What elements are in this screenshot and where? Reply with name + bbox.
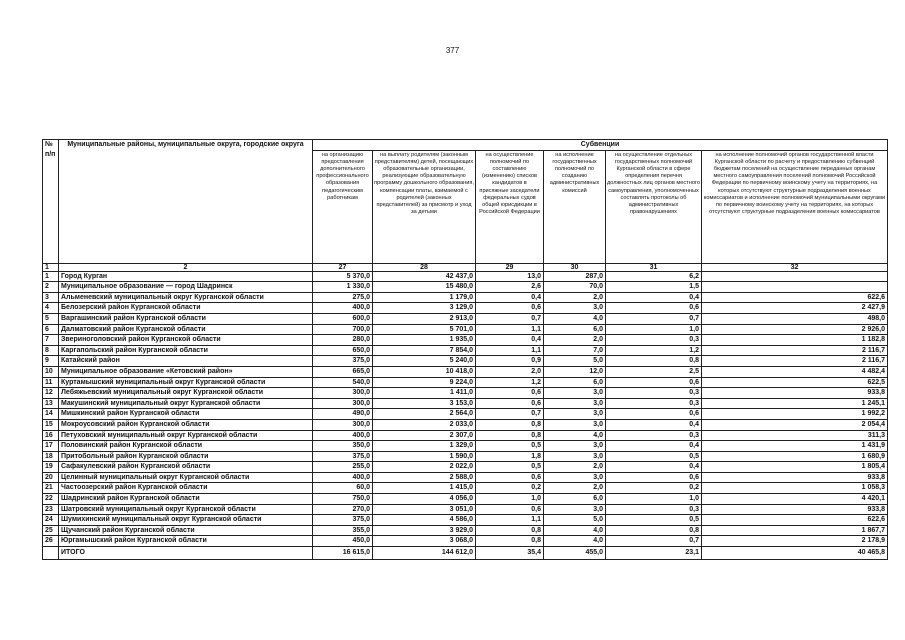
table-row [43, 472, 888, 483]
cell-c29: 1,8 [476, 451, 544, 462]
row-name: Половинский район Курганской области [59, 441, 313, 452]
table-row [43, 494, 888, 505]
row-name: Белозерский район Курганской области [59, 303, 313, 314]
cell-c31: 0,4 [606, 419, 702, 430]
cell-c32: 311,3 [702, 430, 888, 441]
colnum-31: 31 [606, 263, 702, 271]
table-row [43, 525, 888, 536]
total-c32: 40 465,8 [702, 547, 888, 560]
row-index: 5 [43, 313, 59, 324]
row-name: Шатровский муниципальный округ Курганской области [59, 504, 313, 515]
cell-c28: 2 022,0 [373, 462, 476, 473]
cell-c31: 1,0 [606, 494, 702, 505]
row-index: 14 [43, 409, 59, 420]
row-name: Мокроусовский район Курганской области [59, 419, 313, 430]
row-index: 11 [43, 377, 59, 388]
cell-c29: 0,6 [476, 504, 544, 515]
table-row [43, 282, 888, 293]
cell-c28: 9 224,0 [373, 377, 476, 388]
cell-c32 [702, 271, 888, 282]
cell-c27: 650,0 [313, 345, 373, 356]
cell-c28: 2 564,0 [373, 409, 476, 420]
table-row [43, 483, 888, 494]
cell-c29: 0,7 [476, 409, 544, 420]
header-name: Муниципальные районы, муниципальные округа, городские округа [59, 140, 313, 264]
table-row [43, 335, 888, 346]
cell-c31: 0,5 [606, 451, 702, 462]
row-index: 8 [43, 345, 59, 356]
cell-c32: 1 680,9 [702, 451, 888, 462]
cell-c31: 6,2 [606, 271, 702, 282]
header-col-28: на выплату родителям (законным представителям) детей, посещающих образовательные организации, реализующие образовательную программу дошкольного образования, компенсации платы, взимаемой с родителей (законных представителей) за присмотр и уход за детьми [373, 150, 476, 263]
cell-c31: 0,6 [606, 303, 702, 314]
row-index: 19 [43, 462, 59, 473]
cell-c29: 0,4 [476, 335, 544, 346]
row-name: Звериноголовский район Курганской области [59, 335, 313, 346]
cell-c27: 300,0 [313, 388, 373, 399]
cell-c28: 1 179,0 [373, 292, 476, 303]
cell-c32: 2 116,7 [702, 356, 888, 367]
row-index: 12 [43, 388, 59, 399]
cell-c29: 0,6 [476, 388, 544, 399]
cell-c31: 0,2 [606, 483, 702, 494]
table-row [43, 377, 888, 388]
cell-c32: 1 182,8 [702, 335, 888, 346]
row-index: 20 [43, 472, 59, 483]
cell-c30: 287,0 [544, 271, 606, 282]
cell-c27: 490,0 [313, 409, 373, 420]
cell-c32: 933,8 [702, 504, 888, 515]
total-index [43, 547, 59, 560]
row-name: Муниципальное образование «Кетовский район» [59, 366, 313, 377]
row-index: 17 [43, 441, 59, 452]
cell-c32: 622,6 [702, 292, 888, 303]
cell-c30: 12,0 [544, 366, 606, 377]
total-row [43, 547, 888, 560]
cell-c30: 5,0 [544, 356, 606, 367]
cell-c31: 0,6 [606, 472, 702, 483]
row-name: Шумихинский муниципальный округ Курганской области [59, 515, 313, 526]
cell-c29: 1,0 [476, 494, 544, 505]
total-c27: 16 615,0 [313, 547, 373, 560]
cell-c30: 7,0 [544, 345, 606, 356]
cell-c31: 0,3 [606, 335, 702, 346]
cell-c27: 665,0 [313, 366, 373, 377]
header-group-subventions: Субвенции [313, 140, 888, 151]
row-index: 2 [43, 282, 59, 293]
table-row [43, 515, 888, 526]
cell-c29: 1,2 [476, 377, 544, 388]
cell-c31: 0,7 [606, 313, 702, 324]
row-index: 10 [43, 366, 59, 377]
total-label: ИТОГО [59, 547, 313, 560]
cell-c31: 0,4 [606, 441, 702, 452]
cell-c30: 3,0 [544, 409, 606, 420]
row-name: Притобольный район Курганской области [59, 451, 313, 462]
cell-c29: 0,4 [476, 292, 544, 303]
cell-c30: 2,0 [544, 292, 606, 303]
cell-c27: 750,0 [313, 494, 373, 505]
cell-c32: 1 245,1 [702, 398, 888, 409]
row-index: 13 [43, 398, 59, 409]
cell-c32: 1 431,9 [702, 441, 888, 452]
cell-c28: 5 701,0 [373, 324, 476, 335]
row-index: 6 [43, 324, 59, 335]
cell-c27: 375,0 [313, 451, 373, 462]
row-name: Щучанский район Курганской области [59, 525, 313, 536]
table-row [43, 536, 888, 547]
row-index: 3 [43, 292, 59, 303]
cell-c30: 3,0 [544, 504, 606, 515]
cell-c27: 255,0 [313, 462, 373, 473]
table-row [43, 366, 888, 377]
colnum-27: 27 [313, 263, 373, 271]
cell-c30: 3,0 [544, 441, 606, 452]
cell-c27: 375,0 [313, 356, 373, 367]
colnum-1: 1 [43, 263, 59, 271]
row-index: 9 [43, 356, 59, 367]
total-c31: 23,1 [606, 547, 702, 560]
table-row [43, 409, 888, 420]
row-name: Куртамышский муниципальный округ Курганской области [59, 377, 313, 388]
cell-c28: 3 129,0 [373, 303, 476, 314]
header-col-27: на организацию предоставления дополнительного профессионального образования педагогическим работникам [313, 150, 373, 263]
cell-c32: 2 926,0 [702, 324, 888, 335]
cell-c32: 1 805,4 [702, 462, 888, 473]
table-body [43, 271, 888, 546]
table-row [43, 430, 888, 441]
cell-c29: 2,6 [476, 282, 544, 293]
cell-c29: 0,2 [476, 483, 544, 494]
row-name: Варгашинский район Курганской области [59, 313, 313, 324]
cell-c28: 1 935,0 [373, 335, 476, 346]
cell-c29: 1,1 [476, 345, 544, 356]
cell-c29: 0,6 [476, 472, 544, 483]
row-name: Сафакулевский район Курганской области [59, 462, 313, 473]
table-row [43, 292, 888, 303]
row-index: 22 [43, 494, 59, 505]
cell-c29: 0,5 [476, 441, 544, 452]
cell-c32: 622,6 [702, 515, 888, 526]
cell-c29: 0,8 [476, 536, 544, 547]
cell-c29: 0,6 [476, 303, 544, 314]
cell-c28: 2 588,0 [373, 472, 476, 483]
table-row [43, 419, 888, 430]
cell-c32: 1 867,7 [702, 525, 888, 536]
cell-c28: 1 590,0 [373, 451, 476, 462]
row-name: Муниципальное образование — город Шадринск [59, 282, 313, 293]
row-name: Юргамышский район Курганской области [59, 536, 313, 547]
cell-c28: 2 913,0 [373, 313, 476, 324]
cell-c28: 3 051,0 [373, 504, 476, 515]
cell-c27: 60,0 [313, 483, 373, 494]
cell-c29: 0,7 [476, 313, 544, 324]
cell-c28: 1 415,0 [373, 483, 476, 494]
cell-c31: 0,6 [606, 409, 702, 420]
cell-c32: 933,8 [702, 472, 888, 483]
cell-c30: 3,0 [544, 472, 606, 483]
cell-c27: 275,0 [313, 292, 373, 303]
cell-c28: 2 033,0 [373, 419, 476, 430]
cell-c30: 6,0 [544, 324, 606, 335]
cell-c31: 0,3 [606, 430, 702, 441]
header-col-32: на исполнение полномочий органов государственной власти Курганской области по расчету и предоставлению субвенций бюджетам поселений на осуществление переданных органам местного самоуправления поселений полномочий Российской Федерации по первичному воинскому учету на территориях, на которых отсутствуют структурные подразделения военных комиссариатов и исполнение полномочий муниципальными округами по первичному воинскому учету на территориях, на которых отсутствуют структурные подразделения военных комиссариатов [702, 150, 888, 263]
row-name: Далматовский район Курганской области [59, 324, 313, 335]
cell-c28: 3 068,0 [373, 536, 476, 547]
cell-c30: 3,0 [544, 388, 606, 399]
cell-c28: 3 929,0 [373, 525, 476, 536]
row-name: Петуховский муниципальный округ Курганской области [59, 430, 313, 441]
row-name: Мишкинский район Курганской области [59, 409, 313, 420]
cell-c30: 2,0 [544, 335, 606, 346]
cell-c31: 0,8 [606, 356, 702, 367]
cell-c28: 1 411,0 [373, 388, 476, 399]
table-row [43, 345, 888, 356]
cell-c27: 400,0 [313, 472, 373, 483]
cell-c27: 400,0 [313, 303, 373, 314]
colnum-28: 28 [373, 263, 476, 271]
row-index: 26 [43, 536, 59, 547]
cell-c27: 1 330,0 [313, 282, 373, 293]
cell-c30: 6,0 [544, 377, 606, 388]
cell-c30: 3,0 [544, 419, 606, 430]
cell-c27: 300,0 [313, 398, 373, 409]
row-name: Макушинский муниципальный округ Курганской области [59, 398, 313, 409]
table-row [43, 313, 888, 324]
table-row [43, 462, 888, 473]
row-name: Катайский район [59, 356, 313, 367]
header-col-29: на осуществление полномочий по составлению (изменению) списков кандидатов в присяжные заседатели федеральных судов общей юрисдикции в Российской Федерации [476, 150, 544, 263]
row-index: 16 [43, 430, 59, 441]
total-c28: 144 612,0 [373, 547, 476, 560]
cell-c27: 280,0 [313, 335, 373, 346]
row-name: Город Курган [59, 271, 313, 282]
cell-c32: 2 427,9 [702, 303, 888, 314]
cell-c31: 2,5 [606, 366, 702, 377]
cell-c30: 2,0 [544, 462, 606, 473]
row-name: Целинный муниципальный округ Курганской области [59, 472, 313, 483]
cell-c27: 540,0 [313, 377, 373, 388]
table-row [43, 504, 888, 515]
table-row [43, 303, 888, 314]
cell-c32: 2 178,9 [702, 536, 888, 547]
table-row [43, 451, 888, 462]
cell-c27: 375,0 [313, 515, 373, 526]
total-c29: 35,4 [476, 547, 544, 560]
cell-c31: 0,3 [606, 388, 702, 399]
cell-c32: 4 482,4 [702, 366, 888, 377]
row-index: 1 [43, 271, 59, 282]
cell-c31: 1,0 [606, 324, 702, 335]
cell-c32: 4 420,1 [702, 494, 888, 505]
cell-c27: 350,0 [313, 441, 373, 452]
table-row [43, 441, 888, 452]
cell-c31: 0,5 [606, 515, 702, 526]
cell-c30: 3,0 [544, 303, 606, 314]
total-c30: 455,0 [544, 547, 606, 560]
column-number-row [43, 263, 888, 271]
cell-c32: 933,8 [702, 388, 888, 399]
cell-c28: 7 854,0 [373, 345, 476, 356]
header-no: № п/п [43, 140, 59, 264]
row-index: 15 [43, 419, 59, 430]
cell-c27: 700,0 [313, 324, 373, 335]
cell-c28: 1 329,0 [373, 441, 476, 452]
cell-c29: 13,0 [476, 271, 544, 282]
cell-c28: 5 240,0 [373, 356, 476, 367]
row-name: Альменевский муниципальный округ Курганской области [59, 292, 313, 303]
cell-c27: 600,0 [313, 313, 373, 324]
page-number: 377 [445, 46, 460, 55]
row-index: 25 [43, 525, 59, 536]
cell-c31: 0,3 [606, 504, 702, 515]
cell-c32: 622,5 [702, 377, 888, 388]
row-index: 4 [43, 303, 59, 314]
cell-c31: 1,2 [606, 345, 702, 356]
cell-c29: 0,8 [476, 430, 544, 441]
cell-c29: 0,5 [476, 462, 544, 473]
cell-c31: 0,7 [606, 536, 702, 547]
cell-c27: 270,0 [313, 504, 373, 515]
cell-c32 [702, 282, 888, 293]
cell-c31: 0,4 [606, 292, 702, 303]
table-row [43, 388, 888, 399]
colnum-32: 32 [702, 263, 888, 271]
cell-c27: 400,0 [313, 430, 373, 441]
cell-c29: 0,8 [476, 525, 544, 536]
cell-c29: 0,9 [476, 356, 544, 367]
cell-c32: 2 054,4 [702, 419, 888, 430]
cell-c28: 4 586,0 [373, 515, 476, 526]
cell-c28: 2 307,0 [373, 430, 476, 441]
cell-c32: 498,0 [702, 313, 888, 324]
row-index: 7 [43, 335, 59, 346]
subventions-table [42, 139, 888, 560]
cell-c29: 2,0 [476, 366, 544, 377]
cell-c31: 0,3 [606, 398, 702, 409]
cell-c27: 450,0 [313, 536, 373, 547]
colnum-2: 2 [59, 263, 313, 271]
row-index: 24 [43, 515, 59, 526]
cell-c30: 2,0 [544, 483, 606, 494]
cell-c31: 0,6 [606, 377, 702, 388]
cell-c27: 300,0 [313, 419, 373, 430]
row-index: 21 [43, 483, 59, 494]
cell-c29: 0,8 [476, 419, 544, 430]
cell-c30: 3,0 [544, 398, 606, 409]
cell-c30: 4,0 [544, 430, 606, 441]
table-row [43, 271, 888, 282]
cell-c30: 5,0 [544, 515, 606, 526]
cell-c32: 1 992,2 [702, 409, 888, 420]
cell-c30: 6,0 [544, 494, 606, 505]
cell-c28: 3 153,0 [373, 398, 476, 409]
row-index: 23 [43, 504, 59, 515]
cell-c31: 0,8 [606, 525, 702, 536]
cell-c29: 0,6 [476, 398, 544, 409]
cell-c30: 70,0 [544, 282, 606, 293]
table-row [43, 356, 888, 367]
cell-c30: 4,0 [544, 525, 606, 536]
table-row [43, 398, 888, 409]
cell-c31: 1,5 [606, 282, 702, 293]
colnum-30: 30 [544, 263, 606, 271]
colnum-29: 29 [476, 263, 544, 271]
cell-c30: 4,0 [544, 536, 606, 547]
cell-c28: 42 437,0 [373, 271, 476, 282]
row-name: Лебяжьевский муниципальный округ Курганской области [59, 388, 313, 399]
cell-c31: 0,4 [606, 462, 702, 473]
cell-c28: 4 056,0 [373, 494, 476, 505]
row-name: Частоозерский район Курганской области [59, 483, 313, 494]
row-name: Каргапольский район Курганской области [59, 345, 313, 356]
cell-c32: 1 058,3 [702, 483, 888, 494]
cell-c29: 1,1 [476, 515, 544, 526]
cell-c30: 3,0 [544, 451, 606, 462]
cell-c28: 15 480,0 [373, 282, 476, 293]
row-name: Шадринский район Курганской области [59, 494, 313, 505]
header-col-30: на исполнение государственных полномочий по созданию административных комиссий [544, 150, 606, 263]
cell-c32: 2 116,7 [702, 345, 888, 356]
cell-c29: 1,1 [476, 324, 544, 335]
cell-c28: 10 418,0 [373, 366, 476, 377]
row-index: 18 [43, 451, 59, 462]
cell-c27: 355,0 [313, 525, 373, 536]
cell-c30: 4,0 [544, 313, 606, 324]
header-col-31: на осуществление отдельных государственных полномочий Курганской области в сфере определения перечня должностных лиц органов местного самоуправления, уполномоченных составлять протоколы об административных правонарушениях [606, 150, 702, 263]
table-row [43, 324, 888, 335]
cell-c27: 5 370,0 [313, 271, 373, 282]
